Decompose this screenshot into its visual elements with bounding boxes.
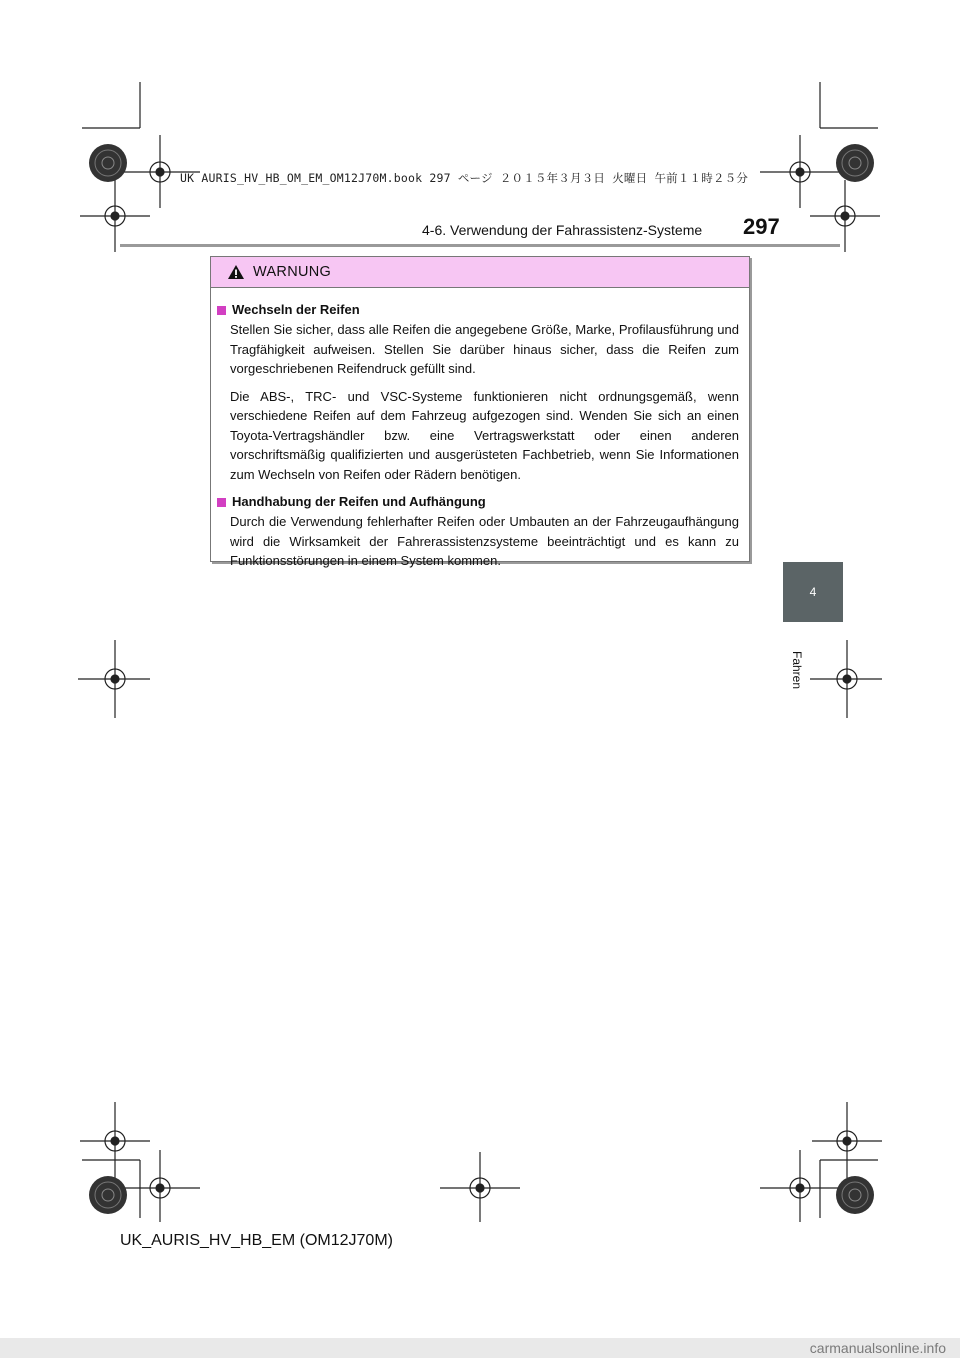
page-number: 297 [743, 214, 780, 239]
header-rule [120, 244, 840, 247]
warning-section-title [217, 492, 739, 512]
chapter-number: 4 [809, 585, 817, 599]
crosshair-icon [120, 1150, 200, 1222]
warning-body [211, 288, 749, 571]
warning-title: WARNUNG [253, 264, 332, 280]
warning-paragraph: Stellen Sie sicher, dass alle Reifen die angegebene Größe, Marke, Profilausführung und Tragfähigkeit aufweisen. Stellen Sie darüber hinaus sicher, dass die Reifen zum vorgeschriebenen Reifendruck gefüllt sind. [230, 322, 739, 376]
print-info-line: UK AURIS_HV_HB_OM_EM_OM12J70M.book 297 ページ ２０１５年３月３日 火曜日 午前１１時２５分 [180, 171, 749, 185]
warning-triangle-icon [227, 264, 245, 280]
crosshair-icon [80, 180, 150, 252]
section-heading: Handhabung der Reifen und Aufhängung [232, 494, 486, 509]
section-title: 4-6. Verwendung der Fahrassistenz-Systeme [422, 222, 703, 238]
sunburst-mark-icon [89, 144, 127, 182]
warning-section-title [217, 300, 739, 320]
warning-paragraph: Die ABS-, TRC- und VSC-Systeme funktionieren nicht ordnungsgemäß, wenn verschiedene Reifen auf dem Fahrzeug aufgezogen sind. Wenden Sie sich an einen Toyota-Vertragshändler bzw. eine Vertragswerkstatt oder einen anderen vorschriftsmäßig qualifizierten und ausgerüsteten Fachbetrieb, wenn Sie Informationen zum Wechseln von Reifen oder Rädern benötigen. [230, 388, 739, 482]
warning-paragraph: Durch die Verwendung fehlerhafter Reifen oder Umbauten an der Fahrzeugaufhängung wird die Wirksamkeit der Fahrerassistenzsysteme beeinträchtigt und es kann zu Funktionsstörungen in einem System kommen. [230, 514, 739, 568]
bullet-square-icon [217, 306, 226, 315]
chapter-tab[interactable] [783, 562, 843, 622]
crosshair-icon [78, 640, 150, 718]
sunburst-mark-icon [89, 1176, 127, 1214]
warning-box [210, 256, 750, 568]
crosshair-icon [812, 1102, 882, 1178]
footer-code: UK_AURIS_HV_HB_EM (OM12J70M) [120, 1232, 393, 1249]
warning-header [211, 257, 749, 288]
crosshair-icon [440, 1152, 520, 1222]
section-heading: Wechseln der Reifen [232, 302, 360, 317]
watermark-text[interactable]: carmanualsonline.info [809, 1340, 946, 1356]
bullet-square-icon [217, 498, 226, 507]
crosshair-icon [760, 1150, 840, 1222]
crosshair-icon [810, 640, 882, 718]
warning-section [217, 300, 739, 484]
crosshair-icon [760, 135, 840, 208]
sunburst-mark-icon [836, 144, 874, 182]
warning-section [217, 492, 739, 571]
sunburst-mark-icon [836, 1176, 874, 1214]
chapter-label [783, 650, 811, 690]
crosshair-icon [810, 180, 880, 252]
chapter-name: Fahren [790, 650, 804, 690]
